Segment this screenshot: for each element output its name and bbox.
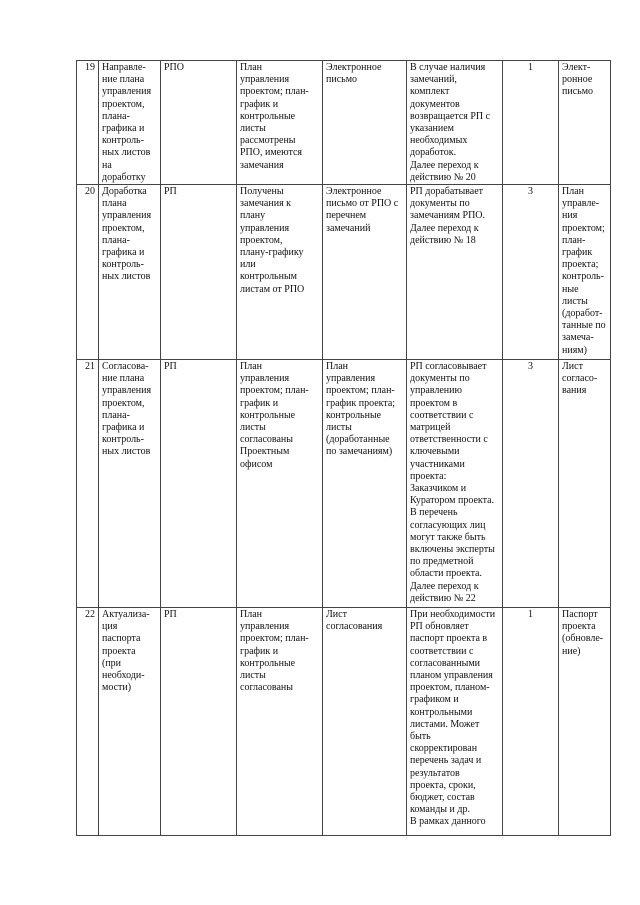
- output-result: Лист согласо- вания: [559, 360, 611, 608]
- output-result: План управле- ния проектом; план- график проекта; контроль- ные листы (доработ- танные по замеча- ниям): [559, 185, 611, 360]
- action-description: В случае наличия замечаний, комплект документов возвращается РП с указанием необходимых доработок. Далее переход к действию № 20: [407, 61, 503, 185]
- output-result: Элект- ронное письмо: [559, 61, 611, 185]
- action-name: Направле- ние плана управления проектом, плана- графика и контроль- ных листов на доработку: [99, 61, 161, 185]
- executor: РП: [161, 360, 237, 608]
- duration: 1: [503, 61, 559, 185]
- input-channel: Лист согласования: [323, 608, 407, 836]
- input-channel: Электронное письмо: [323, 61, 407, 185]
- input-channel: Электронное письмо от РПО с перечнем замечаний: [323, 185, 407, 360]
- input-condition: План управления проектом; план- график и контрольные листы согласованы Проектным офисом: [237, 360, 323, 608]
- table-row: [77, 608, 611, 836]
- executor: РП: [161, 608, 237, 836]
- action-description: РП согласовывает документы по управлению проектом в соответствии с матрицей ответственности с ключевыми участниками проекта: Заказчиком и Куратором проекта. В перечень согласующих лиц могут также быть включены эксперты по предметной области проекта. Далее переход к действию № 22: [407, 360, 503, 608]
- action-name: Актуализа- ция паспорта проекта (при необходи- мости): [99, 608, 161, 836]
- executor: РП: [161, 185, 237, 360]
- table-row: [77, 360, 611, 608]
- table-row: [77, 185, 611, 360]
- executor: РПО: [161, 61, 237, 185]
- duration: 3: [503, 185, 559, 360]
- process-table: [76, 60, 611, 836]
- input-condition: План управления проектом; план- график и контрольные листы рассмотрены РПО, имеются замечания: [237, 61, 323, 185]
- input-channel: План управления проектом; план- график проекта; контрольные листы (доработанные по замечаниям): [323, 360, 407, 608]
- action-description: При необходимости РП обновляет паспорт проекта в соответствии с согласованными планом управления проектом, планом- графиком и контрольными листами. Может быть скорректирован перечень задач и результатов проекта, сроки, бюджет, состав команды и др. В рамках данного: [407, 608, 503, 836]
- input-condition: План управления проектом; план- график и контрольные листы согласованы: [237, 608, 323, 836]
- step-number: 21: [77, 360, 99, 608]
- table-row: [77, 61, 611, 185]
- duration: 3: [503, 360, 559, 608]
- step-number: 22: [77, 608, 99, 836]
- duration: 1: [503, 608, 559, 836]
- action-description: РП дорабатывает документы по замечаниям РПО. Далее переход к действию № 18: [407, 185, 503, 360]
- input-condition: Получены замечания к плану управления проектом, плану-графику или контрольным листам от РПО: [237, 185, 323, 360]
- step-number: 19: [77, 61, 99, 185]
- step-number: 20: [77, 185, 99, 360]
- process-table-body: [77, 61, 611, 836]
- output-result: Паспорт проекта (обновле- ние): [559, 608, 611, 836]
- action-name: Доработка плана управления проектом, плана- графика и контроль- ных листов: [99, 185, 161, 360]
- action-name: Согласова- ние плана управления проектом, плана- графика и контроль- ных листов: [99, 360, 161, 608]
